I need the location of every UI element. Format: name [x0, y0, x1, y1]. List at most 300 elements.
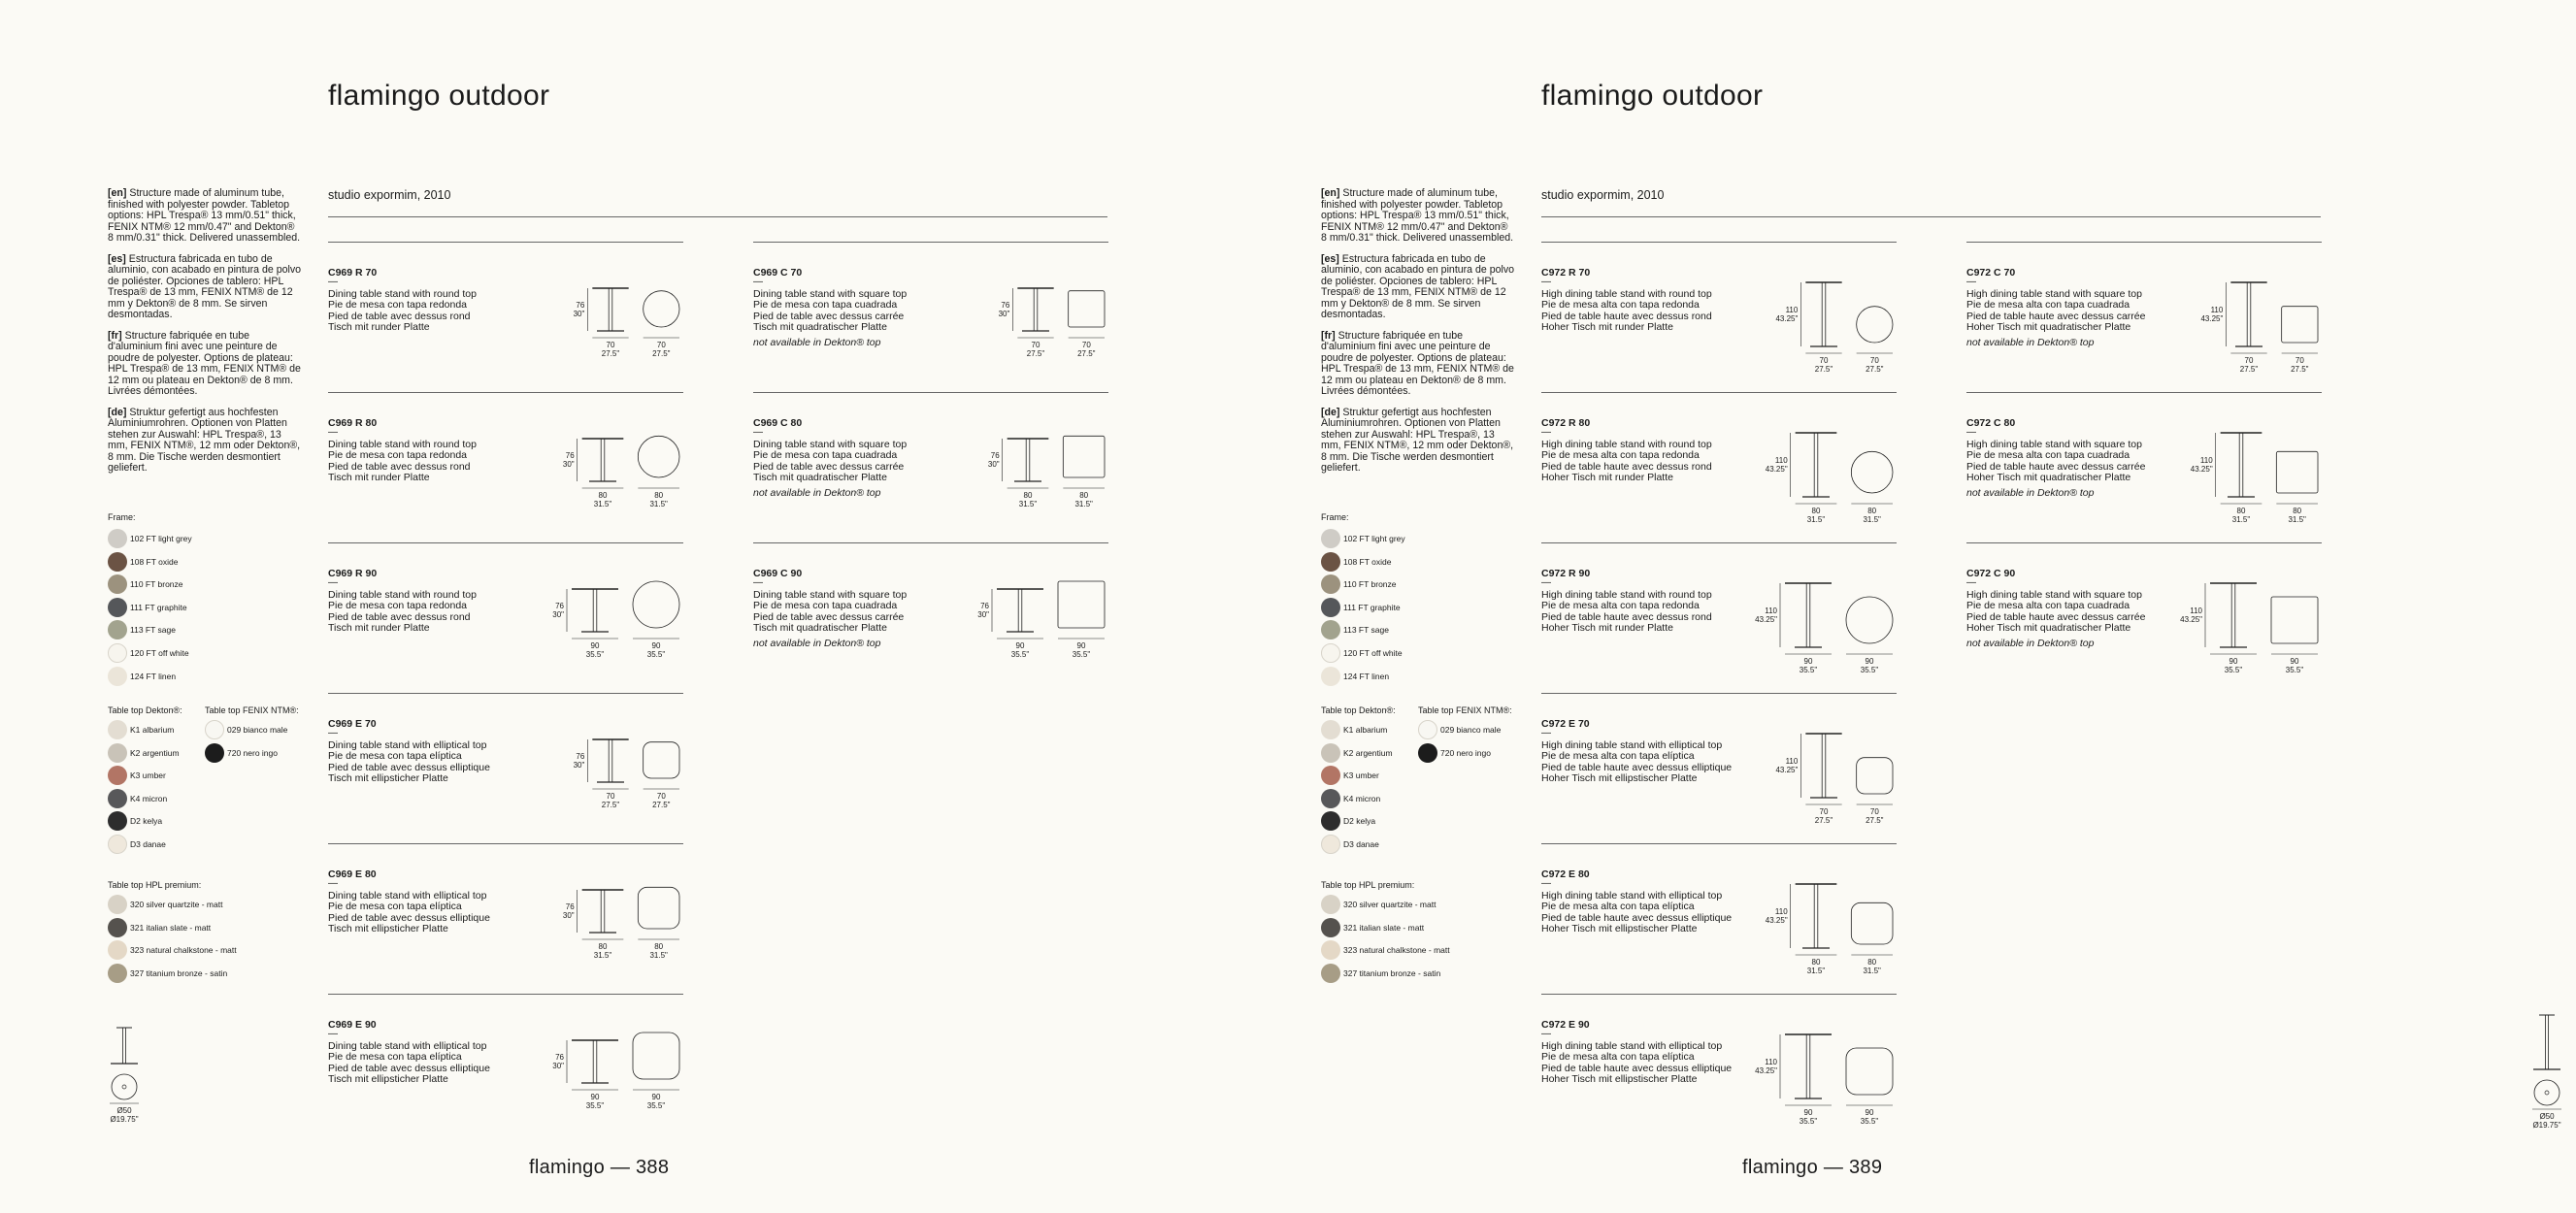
hpl-color-chip	[108, 918, 127, 937]
dekton-name: K3 umber	[1343, 770, 1379, 781]
product-drawing	[753, 242, 1108, 392]
product-code: C972 C 80	[1966, 417, 2016, 429]
product-code: C972 C 70	[1966, 267, 2016, 279]
width-in: 27.5"	[1814, 365, 1833, 374]
product-description-line: Pied de table haute avec dessus elliptique	[1541, 761, 1733, 773]
product-code: C969 E 70	[328, 718, 377, 730]
product-dash: —	[1966, 577, 1976, 588]
height-mm: 76	[555, 1053, 564, 1062]
hpl-color-chip	[1321, 964, 1340, 983]
product-description-line: Tisch mit runder Platte	[328, 622, 430, 635]
width-mm: 90	[590, 641, 600, 650]
plan-width-in: 27.5"	[1866, 816, 1884, 825]
page-title: flamingo outdoor	[328, 80, 550, 112]
product-entry	[328, 994, 683, 1144]
width-in: 35.5"	[1010, 650, 1030, 659]
product-description-line: Tisch mit quadratischer Platte	[753, 472, 887, 484]
product-description-line: Tisch mit ellipsticher Platte	[328, 1073, 448, 1086]
width-mm: 90	[2229, 657, 2238, 666]
base-diameter-mm: Ø50	[116, 1106, 132, 1115]
product-entry	[328, 693, 683, 843]
height-in: 30"	[552, 610, 564, 619]
square-top-plan-icon	[1069, 291, 1105, 327]
product-dash: —	[1541, 878, 1551, 889]
width-in: 27.5"	[1814, 816, 1833, 825]
dekton-name: K4 micron	[1343, 793, 1381, 803]
plan-width-mm: 90	[1865, 657, 1874, 666]
frame-color-chip	[1321, 667, 1340, 686]
product-description-line: Pie de mesa alta con tapa elíptica	[1541, 901, 1695, 913]
plan-width-in: 35.5"	[2285, 666, 2304, 674]
product-dash: —	[328, 1029, 338, 1039]
plan-width-mm: 80	[654, 942, 664, 951]
product-code: C972 E 90	[1541, 1019, 1590, 1031]
fenix-color-chip	[1418, 743, 1437, 763]
base-plan-center-icon	[122, 1085, 126, 1089]
plan-width-mm: 80	[654, 491, 664, 500]
width-in: 35.5"	[585, 650, 605, 659]
dekton-name: K2 argentium	[1343, 747, 1393, 758]
product-description-line: Pie de mesa con tapa elíptica	[328, 901, 462, 913]
height-mm: 110	[2199, 456, 2213, 465]
language-tag: [de]	[108, 406, 127, 418]
product-description-line: Pied de table haute avec dessus carrée	[1966, 460, 2146, 473]
frame-name: 111 FT graphite	[1343, 602, 1401, 612]
dekton-color-chip	[108, 766, 127, 785]
description-text: Estructura fabricada en tubo de aluminio, con acabado en pintura de polvo de poliéster. Opciones de tablero: HPL Trespa® de 13 mm, FENIX NTM® de 12 mm y Dekton® de 8 mm. Se sirven desmontadas.	[108, 252, 302, 320]
width-in: 27.5"	[2239, 365, 2259, 374]
width-mm: 70	[1819, 356, 1829, 365]
round-top-plan-icon	[638, 436, 679, 477]
product-description	[108, 188, 302, 484]
product-description-line: Pied de table haute avec dessus carrée	[1966, 610, 2146, 623]
product-description-line: Hoher Tisch mit quadratischer Platte	[1966, 622, 2131, 635]
product-dash: —	[753, 577, 763, 588]
product-drawing	[1541, 994, 1897, 1144]
dekton-name: K3 umber	[130, 770, 166, 781]
product-description-line: Pie de mesa con tapa cuadrada	[753, 600, 898, 612]
product-code: C969 C 80	[753, 417, 803, 429]
product-code: C972 C 90	[1966, 568, 2016, 579]
product-description-line: Hoher Tisch mit ellipstischer Platte	[1541, 772, 1698, 785]
fenix-name: 029 bianco male	[227, 725, 288, 735]
dekton-color-chip	[1321, 743, 1340, 763]
width-mm: 70	[1819, 807, 1829, 816]
product-description-line: Pie de mesa con tapa cuadrada	[753, 449, 898, 462]
fenix-name: 720 nero ingo	[227, 747, 278, 758]
product-description-line: High dining table stand with elliptical top	[1541, 890, 1723, 902]
product-description-line: Pie de mesa alta con tapa redonda	[1541, 600, 1700, 612]
language-tag: [de]	[1321, 406, 1340, 418]
product-code: C969 C 70	[753, 267, 803, 279]
height-in: 43.25"	[2180, 615, 2202, 624]
plan-width-in: 35.5"	[1860, 1117, 1879, 1126]
product-description-line: Hoher Tisch mit runder Platte	[1541, 321, 1673, 334]
product-code: C969 C 90	[753, 568, 803, 579]
width-in: 27.5"	[601, 801, 620, 809]
product-dash: —	[1541, 577, 1551, 588]
dekton-label: Table top Dekton®:	[1321, 705, 1396, 715]
header-rule	[1541, 216, 2321, 217]
base-diameter-in: Ø19.75"	[2532, 1121, 2561, 1130]
width-mm: 80	[1811, 958, 1821, 967]
plan-width-mm: 90	[2290, 657, 2299, 666]
product-code: C969 R 80	[328, 417, 378, 429]
dekton-color-chip	[108, 835, 127, 854]
product-description-line: Pied de table avec dessus carrée	[753, 610, 905, 623]
product-code: C969 R 90	[328, 568, 378, 579]
frame-name: 111 FT graphite	[130, 602, 187, 612]
height-in: 30"	[987, 460, 1000, 469]
product-description-line: Pie de mesa con tapa cuadrada	[753, 299, 898, 311]
height-mm: 76	[565, 902, 575, 911]
product-entry	[328, 542, 683, 693]
product-dash: —	[753, 427, 763, 438]
description-text: Struktur gefertigt aus hochfesten Aluminiumrohren. Optionen von Platten stehen zur Auswahl: HPL Trespa®, 13 mm, FENIX NTM®, 12 mm oder Dekton®, 8 mm. Die Tische werden desmontiert geliefert.	[108, 406, 301, 474]
product-description-line: Dining table stand with elliptical top	[328, 1040, 487, 1052]
product-description-line: Pie de mesa alta con tapa cuadrada	[1966, 600, 2130, 612]
square-top-plan-icon	[1058, 581, 1105, 628]
width-in: 31.5"	[1806, 967, 1826, 975]
elliptical-top-plan-icon	[638, 887, 679, 929]
product-dash: —	[328, 577, 338, 588]
width-in: 35.5"	[585, 1101, 605, 1110]
height-in: 30"	[552, 1062, 564, 1070]
dekton-name: K1 albarium	[130, 725, 175, 735]
hpl-name: 323 natural chalkstone - matt	[1343, 945, 1450, 956]
designer-credit: studio expormim, 2010	[328, 188, 451, 202]
dekton-color-chip	[108, 789, 127, 808]
product-entry	[1966, 392, 2322, 542]
height-mm: 110	[2210, 306, 2224, 314]
product-description-line: Pie de mesa con tapa elíptica	[328, 750, 462, 763]
frame-color-chip	[108, 529, 127, 548]
height-in: 43.25"	[2190, 465, 2213, 474]
plan-width-mm: 70	[1869, 356, 1879, 365]
product-drawing	[328, 693, 683, 843]
product-code: C969 E 80	[328, 869, 377, 880]
height-in: 30"	[977, 610, 989, 619]
description-de	[1321, 408, 1515, 475]
width-mm: 80	[1811, 507, 1821, 515]
height-mm: 110	[2190, 606, 2202, 615]
plan-width-in: 35.5"	[1860, 666, 1879, 674]
product-dash: —	[1541, 728, 1551, 738]
description-es	[1321, 254, 1515, 321]
description-en	[1321, 188, 1515, 245]
plan-width-in: 31.5"	[649, 500, 668, 508]
availability-note: not available in Dekton® top	[1966, 337, 2095, 348]
plan-width-mm: 70	[1869, 807, 1879, 816]
height-mm: 110	[1785, 757, 1799, 766]
product-drawing	[1541, 542, 1897, 693]
product-description-line: Pie de mesa con tapa redonda	[328, 600, 468, 612]
product-description-line: Pied de table haute avec dessus rond	[1541, 460, 1712, 473]
dekton-name: K2 argentium	[130, 747, 180, 758]
fenix-label: Table top FENIX NTM®:	[205, 705, 299, 715]
dekton-name: D3 danae	[1343, 839, 1379, 849]
dekton-name: D2 kelya	[130, 816, 163, 827]
frame-color-chip	[1321, 620, 1340, 639]
plan-width-mm: 90	[1076, 641, 1086, 650]
plan-width-in: 27.5"	[652, 801, 671, 809]
product-description-line: High dining table stand with elliptical top	[1541, 1040, 1723, 1052]
product-entry	[1966, 242, 2322, 392]
dekton-name: K1 albarium	[1343, 725, 1388, 735]
plan-width-in: 31.5"	[1863, 967, 1881, 975]
product-description-line: High dining table stand with round top	[1541, 589, 1712, 601]
plan-width-mm: 90	[651, 641, 661, 650]
description-en	[108, 188, 302, 245]
hpl-color-chip	[1321, 918, 1340, 937]
dekton-color-chip	[108, 720, 127, 739]
product-entry	[328, 242, 683, 392]
product-description-line: Hoher Tisch mit quadratischer Platte	[1966, 321, 2131, 334]
width-mm: 80	[1023, 491, 1033, 500]
product-dash: —	[1966, 427, 1976, 438]
frame-name: 110 FT bronze	[130, 579, 183, 590]
width-in: 35.5"	[2224, 666, 2243, 674]
frame-color-chip	[108, 574, 127, 594]
base-plan-circle-icon	[112, 1074, 137, 1099]
fenix-color-chip	[205, 720, 224, 739]
width-in: 31.5"	[1806, 515, 1826, 524]
frame-color-chip	[1321, 574, 1340, 594]
height-in: 43.25"	[1775, 766, 1799, 774]
height-in: 30"	[562, 460, 575, 469]
product-description-line: Hoher Tisch mit runder Platte	[1541, 622, 1673, 635]
product-description-line: Pie de mesa alta con tapa elíptica	[1541, 1051, 1695, 1064]
product-entry	[1541, 242, 1897, 392]
product-description-line: Pied de table haute avec dessus rond	[1541, 610, 1712, 623]
plan-width-mm: 70	[656, 341, 666, 349]
height-in: 43.25"	[2200, 314, 2224, 323]
product-description-line: Pied de table avec dessus carrée	[753, 310, 905, 322]
plan-width-mm: 70	[1081, 341, 1091, 349]
plan-width-mm: 80	[2293, 507, 2302, 515]
product-entry	[1541, 392, 1897, 542]
plan-width-mm: 80	[1867, 958, 1877, 967]
availability-note: not available in Dekton® top	[753, 487, 881, 499]
product-dash: —	[328, 728, 338, 738]
fenix-name: 720 nero ingo	[1440, 747, 1491, 758]
height-in: 30"	[573, 761, 585, 770]
product-dash: —	[328, 427, 338, 438]
base-diameter-in: Ø19.75"	[110, 1115, 139, 1124]
height-in: 43.25"	[1765, 465, 1788, 474]
product-code: C972 E 80	[1541, 869, 1590, 880]
description-text: Estructura fabricada en tubo de aluminio, con acabado en pintura de polvo de poliéster. Opciones de tablero: HPL Trespa® de 13 mm, FENIX NTM® de 12 mm y Dekton® de 8 mm. Se sirven desmontadas.	[1321, 252, 1515, 320]
product-drawing	[328, 392, 683, 542]
product-description-line: High dining table stand with round top	[1541, 439, 1712, 450]
dekton-color-chip	[108, 811, 127, 831]
product-description-line: Pie de mesa con tapa elíptica	[328, 1051, 462, 1064]
product-drawing	[1966, 542, 2322, 693]
height-mm: 110	[1765, 1058, 1777, 1066]
product-description-line: Dining table stand with round top	[328, 288, 477, 300]
frame-name: 110 FT bronze	[1343, 579, 1397, 590]
plan-width-in: 35.5"	[1072, 650, 1091, 659]
product-description-line: Pie de mesa con tapa redonda	[328, 299, 468, 311]
product-description-line: Dining table stand with round top	[328, 439, 477, 450]
width-mm: 70	[1031, 341, 1040, 349]
language-tag: [en]	[108, 187, 127, 199]
plan-width-in: 31.5"	[649, 951, 668, 960]
product-description-line: Pie de mesa alta con tapa elíptica	[1541, 750, 1695, 763]
catalog-page-388	[0, 0, 1212, 1213]
elliptical-top-plan-icon	[1857, 758, 1893, 794]
square-top-plan-icon	[2282, 307, 2318, 343]
product-description-line: Pied de table haute avec dessus elliptique	[1541, 911, 1733, 924]
availability-note: not available in Dekton® top	[753, 638, 881, 649]
elliptical-top-plan-icon	[644, 742, 679, 778]
plan-width-in: 35.5"	[646, 650, 666, 659]
product-entry	[1541, 994, 1897, 1144]
product-entry	[328, 392, 683, 542]
product-dash: —	[1966, 277, 1976, 287]
product-drawing	[1541, 242, 1897, 392]
product-drawing	[1966, 392, 2322, 542]
product-drawing	[328, 542, 683, 693]
frame-name: 102 FT light grey	[1343, 534, 1405, 543]
product-description-line: High dining table stand with round top	[1541, 288, 1712, 300]
width-in: 31.5"	[1018, 500, 1038, 508]
plan-width-mm: 90	[1865, 1108, 1874, 1117]
height-in: 43.25"	[1755, 1066, 1777, 1075]
width-in: 27.5"	[1026, 349, 1045, 358]
frame-color-chip	[1321, 529, 1340, 548]
plan-width-mm: 90	[651, 1093, 661, 1101]
product-drawing	[328, 994, 683, 1144]
width-mm: 90	[1803, 1108, 1813, 1117]
language-tag: [fr]	[108, 329, 122, 342]
product-description-line: High dining table stand with square top	[1966, 589, 2142, 601]
frame-color-chip	[1321, 643, 1340, 663]
product-drawing	[753, 392, 1108, 542]
page-footer: flamingo — 389	[1742, 1157, 1883, 1178]
fenix-color-chip	[205, 743, 224, 763]
base-diagram	[2518, 1013, 2576, 1130]
product-description-line: Hoher Tisch mit ellipstischer Platte	[1541, 923, 1698, 935]
product-drawing	[328, 843, 683, 994]
round-top-plan-icon	[644, 291, 679, 327]
product-entry	[753, 392, 1108, 542]
square-top-plan-icon	[1063, 436, 1105, 477]
height-mm: 76	[565, 451, 575, 460]
base-diagram	[95, 1023, 153, 1139]
frame-name: 120 FT off white	[130, 648, 189, 658]
product-description-line: Dining table stand with round top	[328, 589, 477, 601]
height-mm: 76	[980, 602, 989, 610]
product-entry	[328, 843, 683, 994]
product-dash: —	[1541, 1029, 1551, 1039]
product-code: C969 E 90	[328, 1019, 377, 1031]
product-entry	[1541, 693, 1897, 843]
height-mm: 110	[1774, 907, 1788, 916]
product-description-line: Hoher Tisch mit ellipstischer Platte	[1541, 1073, 1698, 1086]
product-description-line: High dining table stand with square top	[1966, 439, 2142, 450]
height-mm: 76	[555, 602, 564, 610]
base-plan-center-icon	[2545, 1091, 2549, 1095]
plan-width-in: 31.5"	[1863, 515, 1881, 524]
availability-note: not available in Dekton® top	[1966, 487, 2095, 499]
frame-name: 108 FT oxide	[1343, 556, 1392, 567]
height-mm: 110	[1785, 306, 1799, 314]
product-description-line: Dining table stand with elliptical top	[328, 739, 487, 751]
language-tag: [fr]	[1321, 329, 1336, 342]
round-top-plan-icon	[1857, 307, 1893, 343]
product-description-line: Pied de table haute avec dessus elliptique	[1541, 1062, 1733, 1074]
frame-color-chip	[108, 667, 127, 686]
width-in: 35.5"	[1799, 666, 1818, 674]
description-text: Struktur gefertigt aus hochfesten Aluminiumrohren. Optionen von Platten stehen zur Auswahl: HPL Trespa®, 13 mm, FENIX NTM®, 12 mm oder Dekton®, 8 mm. Die Tische werden desmontiert geliefert.	[1321, 406, 1514, 474]
hpl-color-chip	[108, 964, 127, 983]
hpl-label: Table top HPL premium:	[1321, 880, 1415, 890]
frame-color-chip	[108, 620, 127, 639]
designer-credit: studio expormim, 2010	[1541, 188, 1665, 202]
product-description	[1321, 188, 1515, 484]
product-code: C972 R 90	[1541, 568, 1591, 579]
square-top-plan-icon	[2271, 597, 2318, 643]
dekton-name: K4 micron	[130, 793, 168, 803]
height-mm: 110	[1774, 456, 1788, 465]
frame-color-chip	[1321, 598, 1340, 617]
product-dash: —	[328, 878, 338, 889]
base-plan-circle-icon	[2534, 1080, 2559, 1105]
frame-color-chip	[108, 643, 127, 663]
product-drawing	[753, 542, 1108, 693]
hpl-color-chip	[108, 895, 127, 914]
height-in: 43.25"	[1775, 314, 1799, 323]
product-description-line: Pied de table avec dessus elliptique	[328, 1062, 490, 1074]
hpl-color-chip	[108, 940, 127, 960]
product-code: C969 R 70	[328, 267, 378, 279]
availability-note: not available in Dekton® top	[753, 337, 881, 348]
product-entry	[753, 242, 1108, 392]
dekton-color-chip	[1321, 789, 1340, 808]
frame-name: 113 FT sage	[130, 625, 176, 636]
plan-width-in: 27.5"	[1077, 349, 1096, 358]
plan-width-in: 31.5"	[1074, 500, 1093, 508]
height-mm: 76	[990, 451, 1000, 460]
frame-name: 108 FT oxide	[130, 556, 179, 567]
product-entry	[1966, 542, 2322, 693]
product-description-line: Tisch mit quadratischer Platte	[753, 622, 887, 635]
product-drawing	[1966, 242, 2322, 392]
product-entry	[753, 542, 1108, 693]
round-top-plan-icon	[633, 581, 679, 628]
product-description-line: Tisch mit runder Platte	[328, 321, 430, 334]
availability-note: not available in Dekton® top	[1966, 638, 2095, 649]
frame-label: Frame:	[1321, 512, 1349, 522]
product-description-line: Pied de table avec dessus elliptique	[328, 761, 490, 773]
product-description-line: Pie de mesa alta con tapa redonda	[1541, 449, 1700, 462]
product-description-line: Pied de table avec dessus carrée	[753, 460, 905, 473]
hpl-color-chip	[1321, 940, 1340, 960]
height-in: 30"	[562, 911, 575, 920]
height-mm: 76	[576, 301, 585, 310]
plan-width-in: 27.5"	[652, 349, 671, 358]
plan-width-mm: 70	[2295, 356, 2304, 365]
description-de	[108, 408, 302, 475]
dekton-color-chip	[1321, 766, 1340, 785]
product-description-line: Tisch mit runder Platte	[328, 472, 430, 484]
catalog-page-389	[1213, 0, 2561, 1213]
elliptical-top-plan-icon	[1851, 902, 1893, 944]
product-description-line: Hoher Tisch mit quadratischer Platte	[1966, 472, 2131, 484]
page-title: flamingo outdoor	[1541, 80, 1764, 112]
fenix-color-chip	[1418, 720, 1437, 739]
